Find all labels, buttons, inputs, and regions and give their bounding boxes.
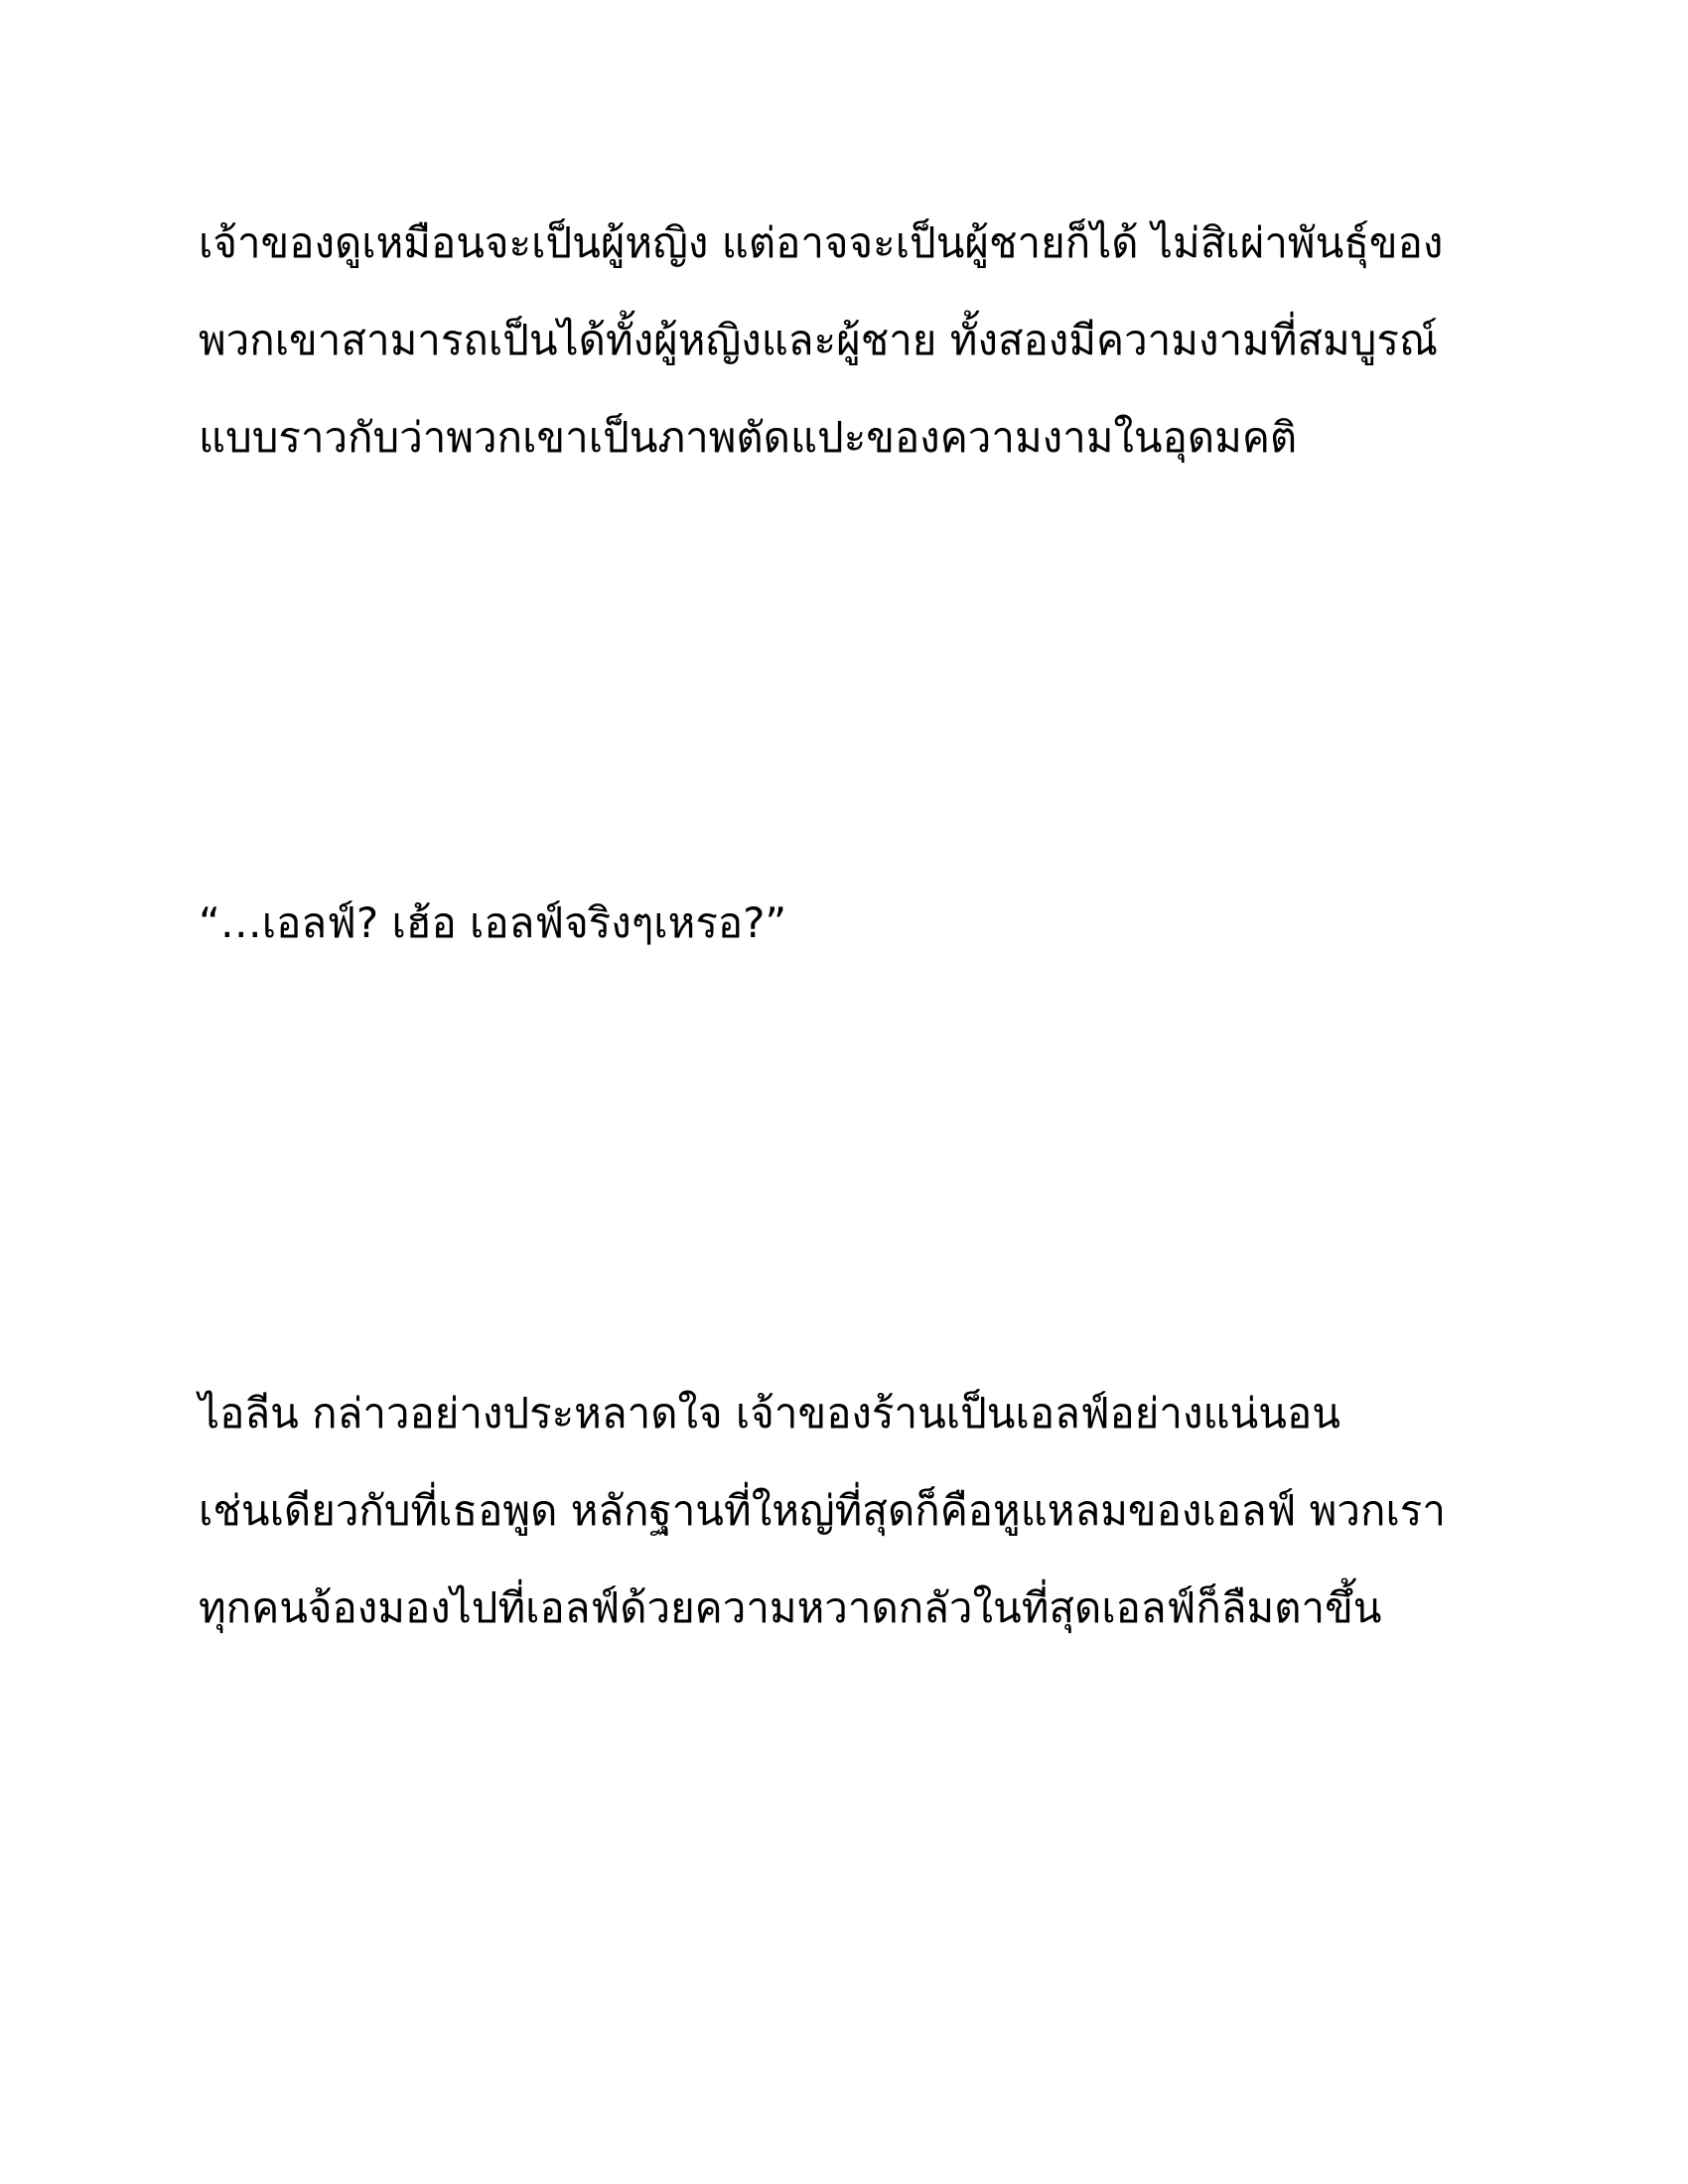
text-line: เช่นเดียวกับที่เธอพูด หลักฐานที่ใหญ่ที่สุดก็คือหูแหลมของเอลฟ์ พวกเรา: [199, 1486, 1446, 1535]
paragraph-dialogue: [199, 875, 1509, 972]
text-line: เจ้าของดูเหมือนจะเป็นผู้หญิง แต่อาจจะเป็นผู้ชายก็ได้ ไม่สิเผ่าพันธุ์ของ: [199, 218, 1444, 267]
dialogue-line: “…เอลฟ์? เฮ้อ เอลฟ์จริงๆเหรอ?”: [199, 898, 787, 947]
text-line: ทุกคนจ้องมองไปที่เอลฟ์ด้วยความหวาดกลัวในที่สุดเอลฟ์ก็ลืมตาขึ้น: [199, 1583, 1382, 1632]
text-line: ไอลีน กล่าวอย่างประหลาดใจ เจ้าของร้านเป็นเอลฟ์อย่างแน่นอน: [199, 1389, 1340, 1437]
paragraph-owner-description: [199, 195, 1509, 486]
paragraph-aileen-reaction: [199, 1365, 1509, 1657]
text-line: พวกเขาสามารถเป็นได้ทั้งผู้หญิงและผู้ชาย ทั้งสองมีความงามที่สมบูรณ์: [199, 316, 1438, 364]
text-line: แบบราวกับว่าพวกเขาเป็นภาพตัดแปะของความงามในอุดมคติ: [199, 413, 1298, 462]
